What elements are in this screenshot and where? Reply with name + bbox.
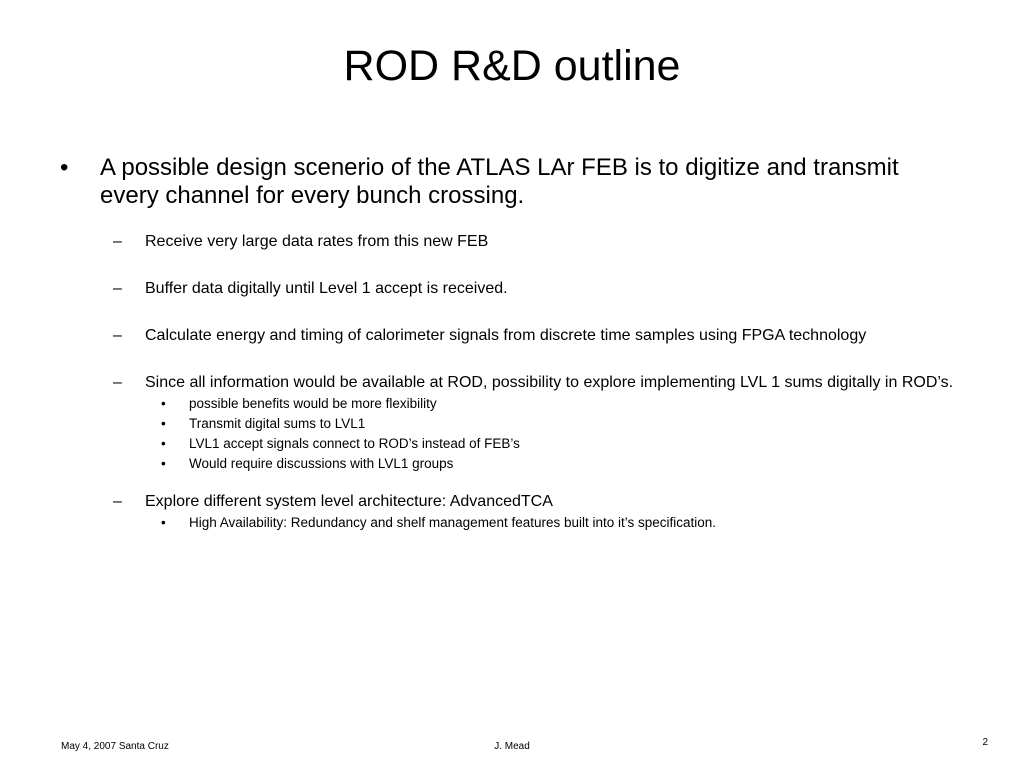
sub-item (60, 373, 960, 392)
main-bullet (60, 154, 960, 210)
sub-item-text: Buffer data digitally until Level 1 accept is received. (145, 280, 508, 297)
sub-sub-item-text: Transmit digital sums to LVL1 (189, 416, 366, 431)
main-bullet-text: A possible design scenerio of the ATLAS LAr FEB is to digitize and transmit every channel for every bunch crossing. (100, 154, 899, 209)
sub-sub-item (60, 454, 960, 474)
slide-body (60, 154, 960, 533)
sub-item-text: Receive very large data rates from this new FEB (145, 233, 489, 250)
footer-page-number: 2 (982, 737, 988, 748)
sub-sub-item (60, 434, 960, 454)
sub-sub-item-text: Would require discussions with LVL1 groups (189, 456, 454, 471)
bullet-marker: • (161, 396, 166, 411)
dash-marker: – (113, 233, 122, 250)
bullet-marker: • (60, 154, 69, 181)
sub-sub-item-text: LVL1 accept signals connect to ROD’s instead of FEB’s (189, 436, 520, 451)
sub-sub-item (60, 394, 960, 414)
sub-item (60, 492, 960, 511)
sub-item-text: Calculate energy and timing of calorimeter signals from discrete time samples using FPGA technology (145, 327, 867, 344)
bullet-marker: • (161, 436, 166, 451)
dash-marker: – (113, 493, 122, 510)
sub-sub-item-text: possible benefits would be more flexibility (189, 396, 437, 411)
bullet-marker: • (161, 456, 166, 471)
bullet-marker: • (161, 515, 166, 530)
footer-author: J. Mead (494, 741, 530, 752)
sub-sub-item-text: High Availability: Redundancy and shelf management features built into it’s specification. (189, 515, 717, 530)
sub-sub-item (60, 513, 960, 533)
sub-sub-item (60, 414, 960, 434)
dash-marker: – (113, 327, 122, 344)
sub-item (60, 279, 960, 298)
dash-marker: – (113, 374, 122, 391)
bullet-marker: • (161, 416, 166, 431)
sub-item (60, 232, 960, 251)
sub-item (60, 326, 960, 345)
sub-item-text: Since all information would be available at ROD, possibility to explore implementing LVL 1 sums digitally in ROD’s. (145, 374, 954, 391)
slide-title: ROD R&D outline (343, 42, 681, 90)
dash-marker: – (113, 280, 122, 297)
sub-item-text: Explore different system level architecture: AdvancedTCA (145, 493, 553, 510)
footer-date-location: May 4, 2007 Santa Cruz (61, 741, 169, 752)
